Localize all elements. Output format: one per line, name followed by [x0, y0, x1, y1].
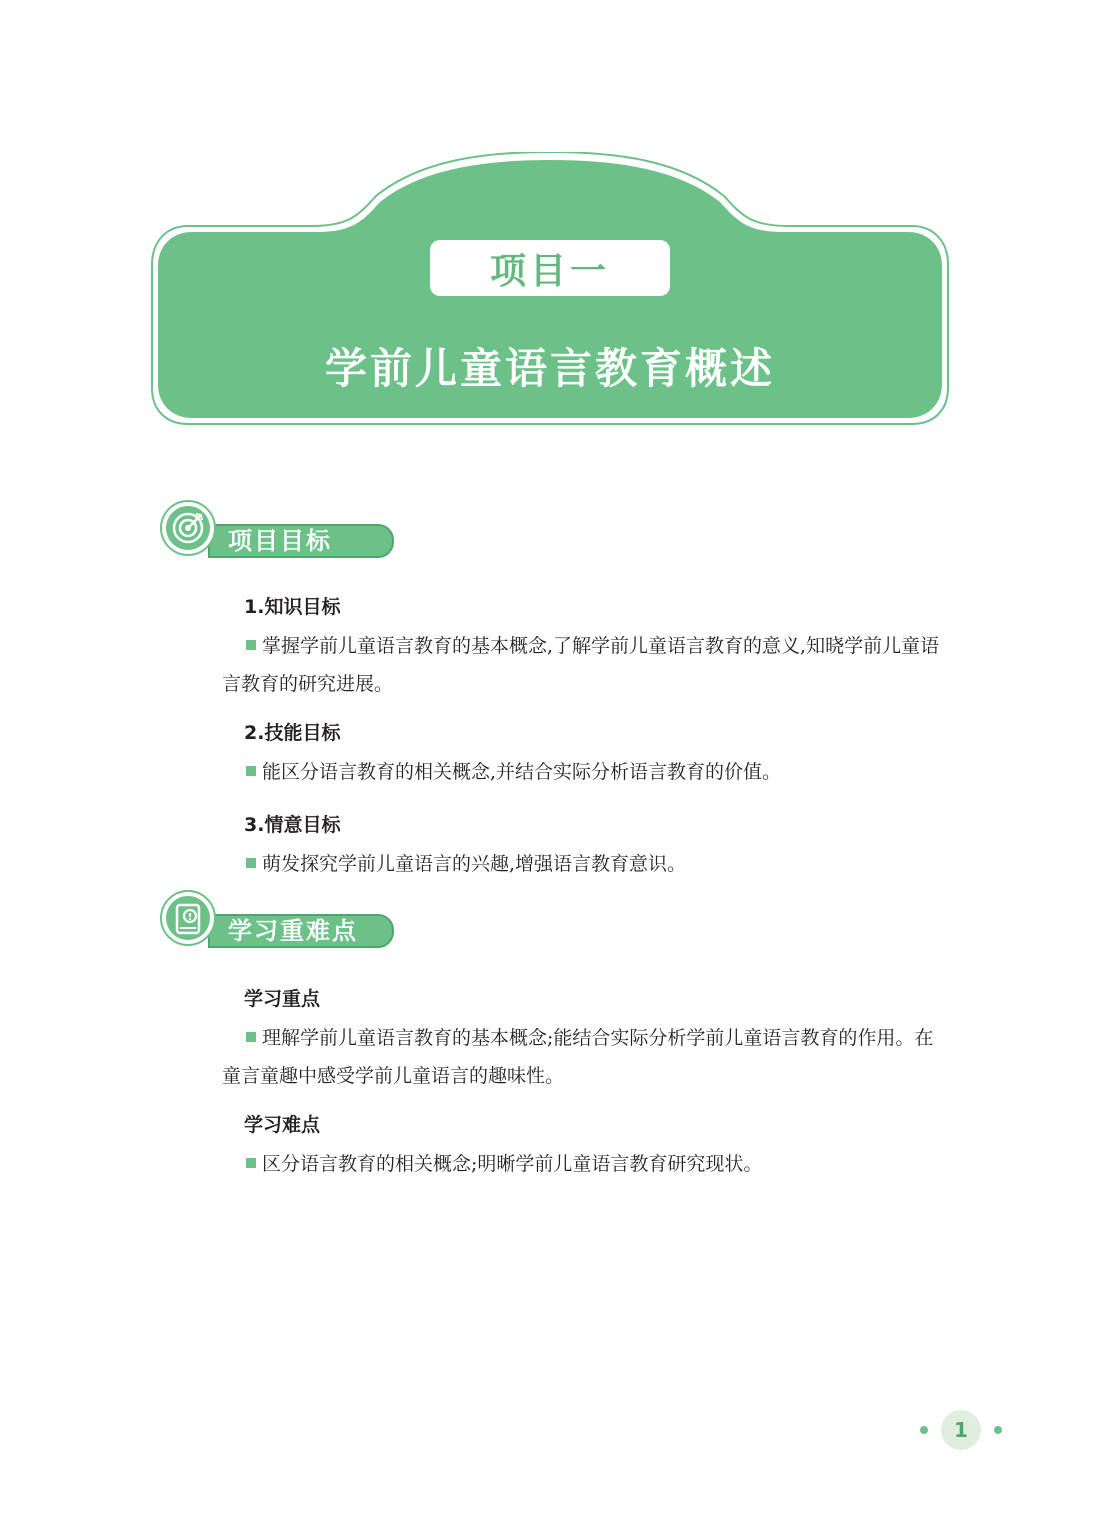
bullet-square-icon	[246, 858, 256, 868]
target-icon	[160, 500, 216, 556]
key-point-heading: 学习重点	[244, 988, 321, 1010]
objective-heading-affective: 3.情意目标	[244, 814, 341, 836]
objective-text-affective	[222, 845, 942, 883]
bullet-square-icon	[246, 1158, 256, 1168]
key-point-text-content: 理解学前儿童语言教育的基本概念;能结合实际分析学前儿童语言教育的作用。在童言童趣中感受学前儿童语言的趣味性。	[222, 1027, 934, 1087]
objective-heading-skill: 2.技能目标	[244, 722, 341, 744]
objective-text: 萌发探究学前儿童语言的兴趣,增强语言教育意识。	[262, 853, 687, 875]
section-header-key-points	[160, 890, 400, 954]
section-title: 项目目标	[228, 526, 332, 555]
chapter-title: 学前儿童语言教育概述	[324, 344, 775, 393]
key-point-text	[222, 1019, 942, 1095]
objective-heading-knowledge: 1.知识目标	[244, 596, 341, 618]
objective-text: 能区分语言教育的相关概念,并结合实际分析语言教育的价值。	[262, 761, 782, 783]
objective-text-skill	[222, 753, 942, 791]
lightbulb-book-icon	[160, 890, 216, 946]
section-header-objectives	[160, 500, 400, 564]
section-title: 学习重难点	[228, 916, 358, 945]
chapter-banner	[148, 152, 952, 428]
bullet-square-icon	[246, 640, 256, 650]
bullet-square-icon	[246, 1032, 256, 1042]
bullet-square-icon	[246, 766, 256, 776]
difficulty-heading: 学习难点	[244, 1114, 321, 1136]
page-number: 1	[941, 1410, 981, 1450]
dot-icon	[920, 1426, 928, 1434]
dot-icon	[994, 1426, 1002, 1434]
objective-text: 掌握学前儿童语言教育的基本概念,了解学前儿童语言教育的意义,知晓学前儿童语言教育的研究进展。	[222, 635, 940, 695]
chapter-label: 项目一	[430, 240, 670, 296]
difficulty-text	[222, 1145, 942, 1183]
page-number-badge	[918, 1410, 1004, 1450]
objective-text-knowledge	[222, 627, 942, 703]
difficulty-text-content: 区分语言教育的相关概念;明晰学前儿童语言教育研究现状。	[262, 1153, 763, 1175]
